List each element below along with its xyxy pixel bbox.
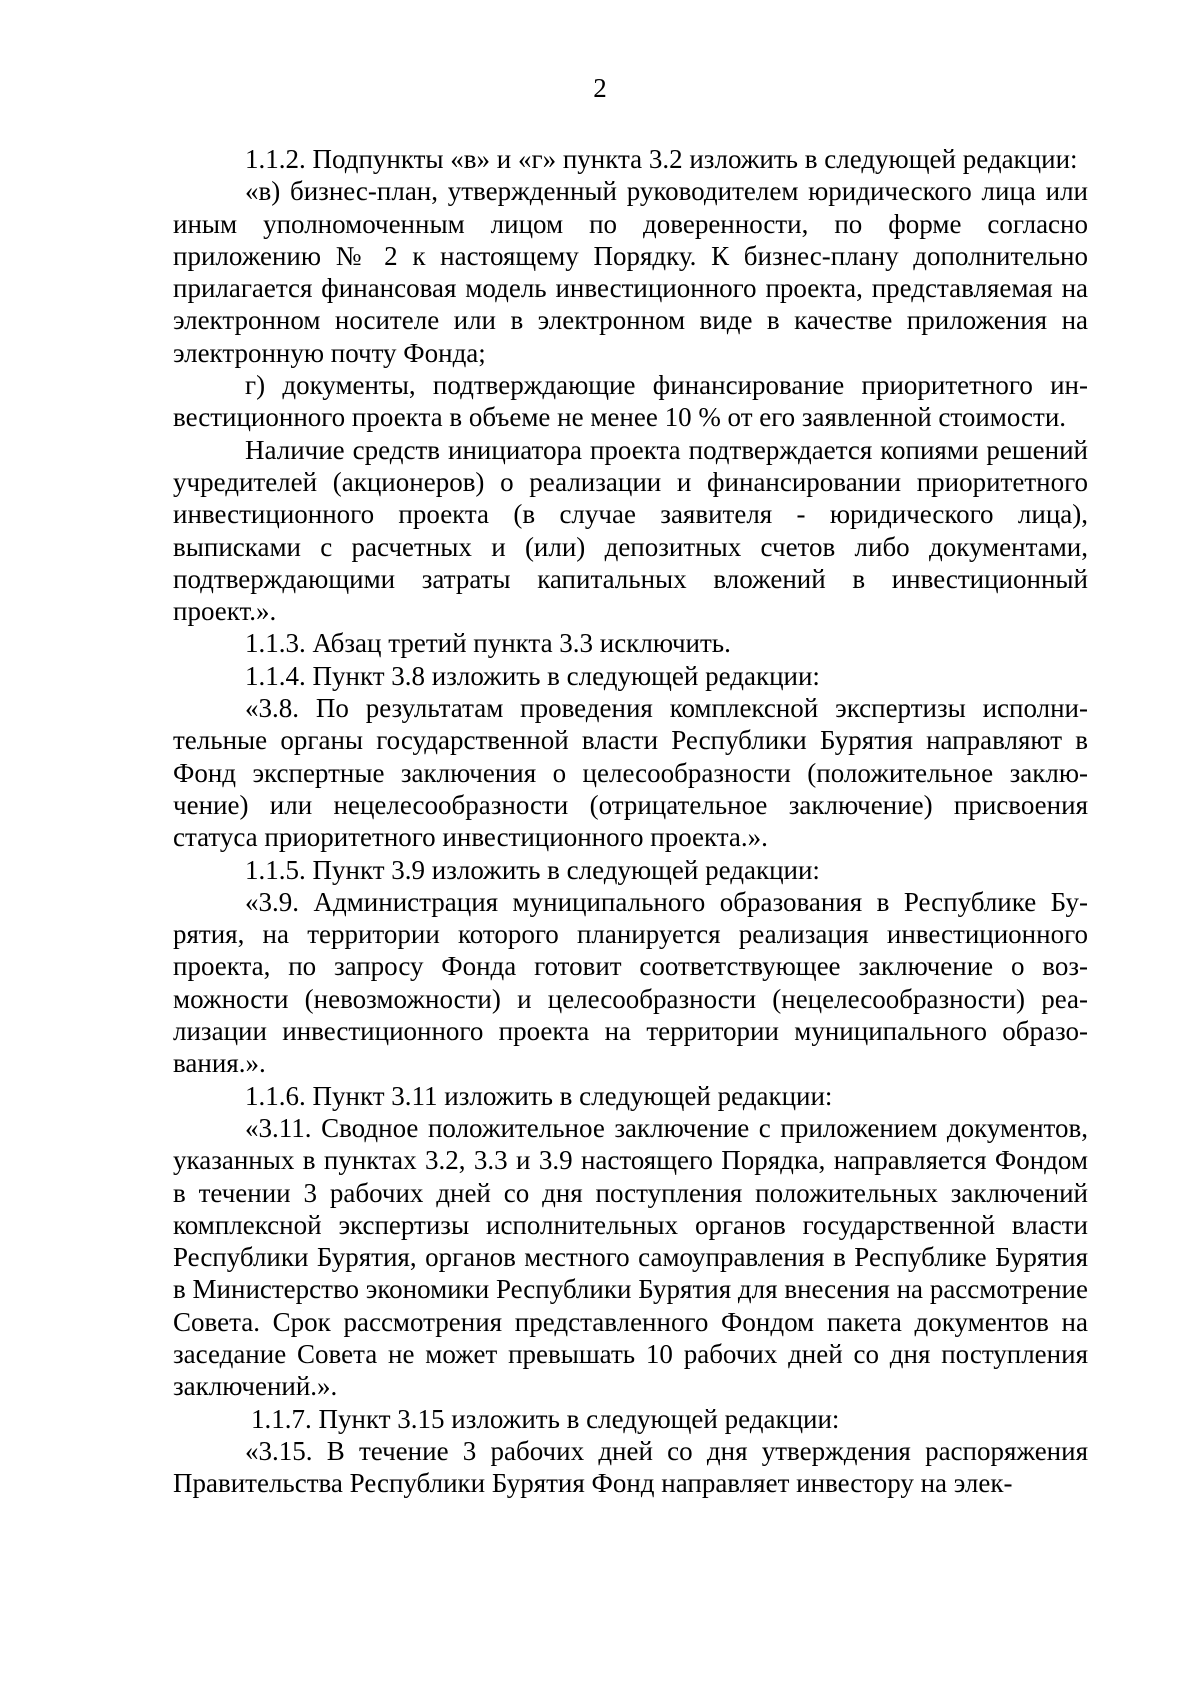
paragraph-1-1-2: 1.1.2. Подпункты «в» и «г» пункта 3.2 изложить в следующей редакции: <box>245 144 1078 174</box>
paragraph-initiator-funds: Наличие средств инициатора проекта подтверждается копиями решений учредителей (акционеров) о реализации и финансировании приоритетного инвестиционного проекта (в случае заявителя - юридического лица), выписками с расчетных и (или) депозитных счетов либо документами, подтверждающими затраты капитальных вложений в инвестиционный проект.». <box>173 434 1088 627</box>
paragraph-1-1-4: 1.1.4. Пункт 3.8 изложить в следующей редакции: <box>245 660 820 691</box>
paragraph-3-9: «3.9. Администрация муниципального образования в Республике Бурятия, на территории которого планируется реализация инвестиционного проекта, по запросу Фонда готовит соответствующее заключение о возможности (невозможности) и целесообразности (нецелесообразности) реализации инвестиционного проекта на территории муниципального образования.». <box>173 886 1088 1079</box>
page-number: 2 <box>593 73 607 103</box>
paragraph-1-1-6: 1.1.6. Пункт 3.11 изложить в следующей редакции: <box>245 1080 833 1111</box>
paragraph-3-8: «3.8. По результатам проведения комплексной экспертизы исполнительные органы государственной власти Республики Бурятия направляют в Фонд экспертные заключения о целесообразности (положительное заключение) или нецелесообразности (отрицательное заключение) присвоения статуса приоритетного инвестиционного проекта.». <box>173 693 1088 853</box>
paragraph-3-11: «3.11. Сводное положительное заключение с приложением документов, указанных в пунктах 3.2, 3.3 и 3.9 настоящего Порядка, направляется Фондом в течении 3 рабочих дней со дня поступления положительных заключений комплексной экспертизы исполнительных органов государственной власти Республики Бурятия, органов местного самоуправления в Республике Бурятия в Министерство экономики Республики Бурятия для внесения на рассмотрение Совета. Срок рассмотрения представленного Фондом пакета документов на заседание Совета не может превышать 10 рабочих дней со дня поступления заключений.». <box>173 1112 1088 1402</box>
paragraph-business-plan: «в) бизнес-план, утвержденный руководителем юридического лица или иным уполномоченным лицом по доверенности, по форме согласно приложению № 2 к настоящему Порядку. К бизнес-плану дополнительно прилагается финансовая модель инвестиционного проекта, представляемая на электронном носителе или в электронном виде в качестве приложения на электронную почту Фонда; <box>173 176 1088 368</box>
paragraph-1-1-7: 1.1.7. Пункт 3.15 изложить в следующей редакции: <box>251 1403 840 1434</box>
paragraph-financing-documents: г) документы, подтверждающие финансирование приоритетного инвестиционного проекта в объеме не менее 10 % от его заявленной стоимости. <box>173 370 1088 433</box>
document-body <box>173 143 1088 1499</box>
paragraph-3-15: «3.15. В течение 3 рабочих дней со дня утверждения распоряжения Правительства Республики Бурятия Фонд направляет инвестору на элек- <box>173 1435 1088 1499</box>
paragraph-1-1-3: 1.1.3. Абзац третий пункта 3.3 исключить. <box>245 628 731 659</box>
paragraph-1-1-5: 1.1.5. Пункт 3.9 изложить в следующей редакции: <box>245 854 820 885</box>
